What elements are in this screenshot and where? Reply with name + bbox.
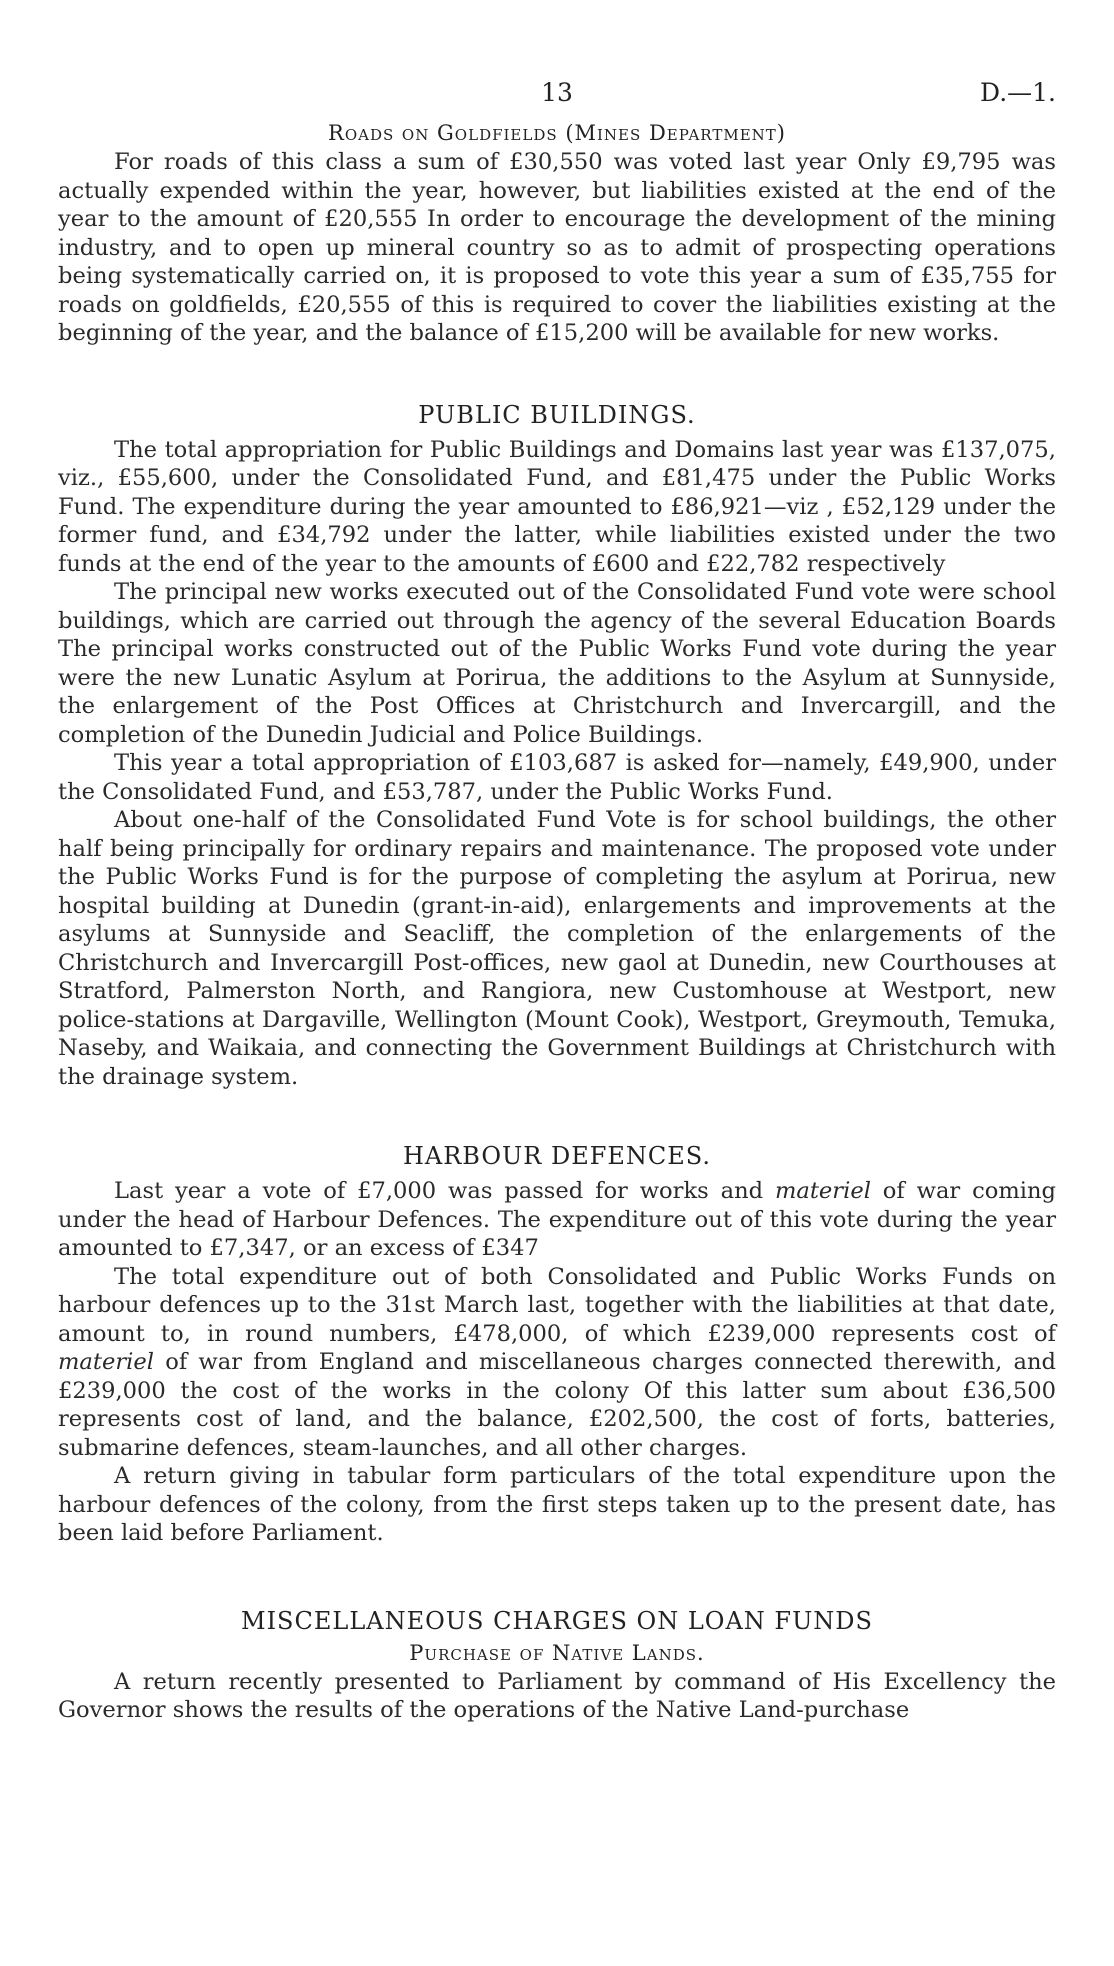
public-buildings-paragraph-1: The total appropriation for Public Buildings and Domains last year was £137,075, viz., £55,600, under the Consolidated Fund, and £81,475 under the Public Works Fund. The expenditure during the year amounted to £86,921—viz , £52,129 under the former fund, and £34,792 under the latter, while liabilities existed under the two funds at the end of the year to the amounts of £600 and £22,782 respectively	[58, 436, 1056, 577]
harbour-defences-paragraph-3: A return giving in tabular form particulars of the total expenditure upon the harbour defences of the colony, from the first steps taken up to the present date, has been laid before Parliament.	[58, 1463, 1056, 1546]
document-reference: D.—1.	[980, 78, 1056, 107]
miscellaneous-charges-heading: MISCELLANEOUS CHARGES ON LOAN FUNDS	[241, 1606, 873, 1635]
public-buildings-paragraph-2: The principal new works executed out of the Consolidated Fund vote were school buildings, which are carried out through the agency of the several Education Boards The principal works constructed out of the Public Works Fund vote during the year were the new Lunatic Asylum at Porirua, the additions to the Asylum at Sunnyside, the enlargement of the Post Offices at Christchurch and Invercargill, and the completion of the Dunedin Judicial and Police Buildings.	[58, 579, 1056, 748]
public-buildings-section	[58, 398, 1056, 1092]
miscellaneous-charges-paragraph-1: A return recently presented to Parliament by command of His Excellency the Governor shows the results of the operations of the Native Land-purchase	[58, 1668, 1056, 1723]
public-buildings-paragraph-4: About one-half of the Consolidated Fund Vote is for school buildings, the other half being principally for ordinary repairs and maintenance. The proposed vote under the Public Works Fund is for the purpose of completing the asylum at Porirua, new hospital building at Dunedin (grant-in-aid), enlargements and improvements at the asylums at Sunnyside and Seacliff, the completion of the enlargements of the Christchurch and Invercargill Post-offices, new gaol at Dunedin, new Courthouses at Stratford, Palmerston North, and Rangiora, new Customhouse at Westport, new police-stations at Dargaville, Wellington (Mount Cook), Westport, Greymouth, Temuka, Naseby, and Waikaia, and connecting the Government Buildings at Christchurch with the drainage system.	[58, 807, 1056, 1090]
roads-heading: Roads on Goldfields (Mines Department)	[328, 121, 786, 145]
page-header	[58, 78, 1056, 118]
harbour-defences-paragraph-2: The total expenditure out of both Consolidated and Public Works Funds on harbour defences up to the 31st March last, together with the liabilities at that date, amount to, in round numbers, £478,000, of which £239,000 represents cost of materiel of war from England and miscellaneous charges connected therewith, and £239,000 the cost of the works in the colony Of this latter sum about £36,500 represents cost of land, and the balance, £202,500, the cost of forts, batteries, submarine defences, steam-launches, and all other charges.	[58, 1263, 1056, 1461]
harbour-defences-section	[58, 1139, 1056, 1548]
harbour-defences-heading: HARBOUR DEFENCES.	[402, 1142, 712, 1170]
harbour-defences-paragraph-1: Last year a vote of £7,000 was passed for works and materiel of war coming under the head of Harbour Defences. The expenditure out of this vote during the year amounted to £7,347, or an excess of £347	[58, 1178, 1056, 1261]
roads-on-goldfields-section	[58, 118, 1056, 348]
purchase-native-lands-subheading: Purchase of Native Lands.	[409, 1640, 705, 1665]
page-number: 13	[541, 78, 573, 107]
roads-paragraph-1: For roads of this class a sum of £30,550 was voted last year Only £9,795 was actually expended within the year, however, but liabilities existed at the end of the year to the amount of £20,555 In order to encourage the development of the mining industry, and to open up mineral country so as to admit of prospecting operations being systematically carried on, it is proposed to vote this year a sum of £35,755 for roads on goldfields, £20,555 of this is required to cover the liabilities existing at the beginning of the year, and the balance of £15,200 will be available for new works.	[58, 149, 1056, 346]
miscellaneous-charges-section	[58, 1604, 1056, 1725]
document-page	[58, 78, 1056, 1725]
public-buildings-heading: PUBLIC BUILDINGS.	[418, 400, 696, 429]
public-buildings-paragraph-3: This year a total appropriation of £103,687 is asked for—namely, £49,900, under the Consolidated Fund, and £53,787, under the Public Works Fund.	[58, 750, 1056, 805]
